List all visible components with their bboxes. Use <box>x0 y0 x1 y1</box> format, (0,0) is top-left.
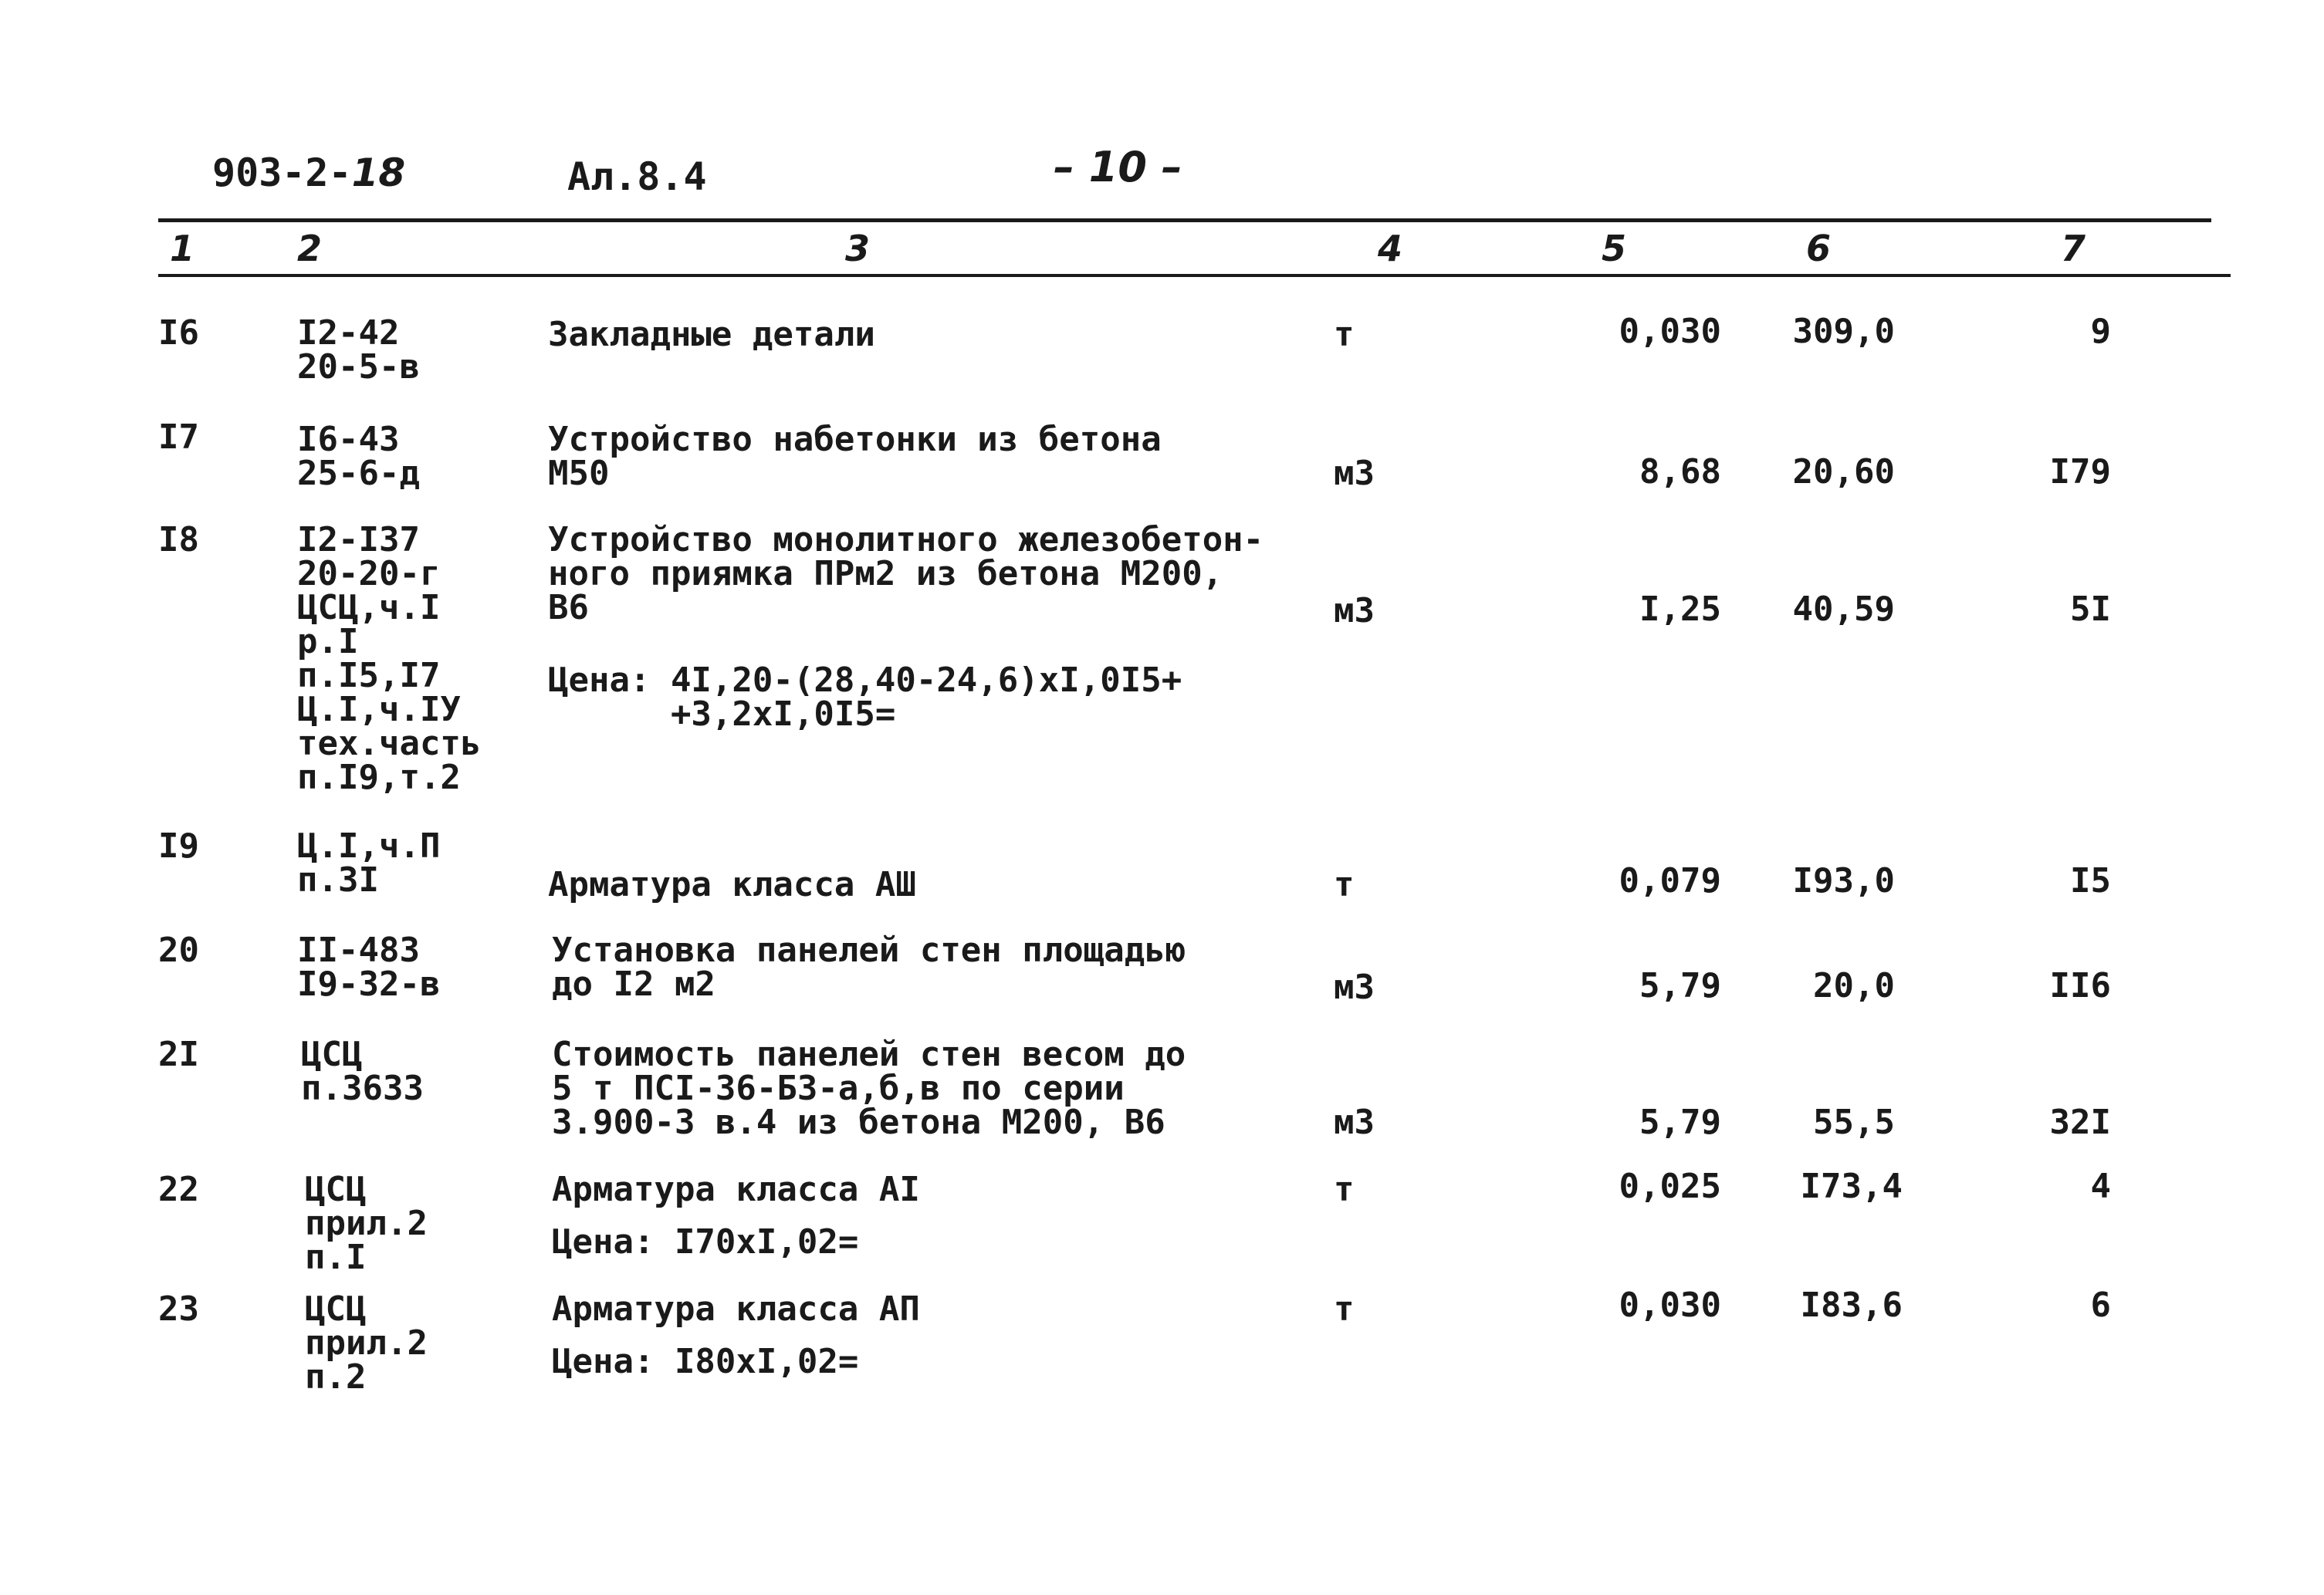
unit-price: I93,0 <box>1792 861 1895 901</box>
table-top-rule <box>158 218 2211 222</box>
work-description-line: Арматура класса АI <box>552 1170 920 1209</box>
total-cost: 32I <box>2049 1103 2111 1142</box>
row-number: I8 <box>158 520 199 559</box>
norm-reference-line: прил.2 <box>305 1323 428 1363</box>
unit: т <box>1334 315 1355 354</box>
unit-price: 40,59 <box>1792 590 1895 629</box>
norm-reference-line: п.I5,I7 <box>297 656 441 695</box>
column-number-6: 6 <box>1806 228 1832 269</box>
unit: т <box>1334 1289 1355 1329</box>
total-cost: 6 <box>2090 1286 2111 1325</box>
work-description-line: до I2 м2 <box>552 965 715 1004</box>
unit: м3 <box>1334 968 1375 1007</box>
column-number-5: 5 <box>1602 228 1627 269</box>
work-description-line: Закладные детали <box>548 315 875 354</box>
quantity: 0,079 <box>1619 861 1721 901</box>
column-number-7: 7 <box>2061 228 2086 269</box>
norm-reference-line: п.I <box>305 1238 367 1277</box>
unit: т <box>1334 1170 1355 1209</box>
quantity: 5,79 <box>1639 966 1721 1005</box>
work-description-line: Арматура класса АП <box>552 1289 920 1329</box>
project-code-hand: 18 <box>351 150 406 195</box>
quantity: 8,68 <box>1639 452 1721 492</box>
norm-reference-line: Ц.I,ч.П <box>297 826 441 866</box>
column-number-4: 4 <box>1378 228 1403 269</box>
row-number: 2I <box>158 1035 199 1074</box>
norm-reference-line: 25-6-д <box>297 454 420 493</box>
column-number-2: 2 <box>297 228 323 269</box>
norm-reference-line: п.2 <box>305 1357 367 1397</box>
unit-price: 55,5 <box>1813 1103 1895 1142</box>
quantity: I,25 <box>1639 590 1721 629</box>
price-calculation-line: Цена: I80хI,02= <box>552 1342 859 1381</box>
quantity: 0,030 <box>1619 312 1721 351</box>
total-cost: 5I <box>2070 590 2111 629</box>
column-number-3: 3 <box>845 228 871 269</box>
project-code <box>212 150 405 195</box>
work-description-line: 3.900-3 в.4 из бетона М200, В6 <box>552 1103 1165 1142</box>
unit: т <box>1334 865 1355 904</box>
work-description-line: В6 <box>548 588 589 627</box>
unit: м3 <box>1334 1103 1375 1142</box>
total-cost: I5 <box>2070 861 2111 901</box>
norm-reference-line: I9-32-в <box>297 965 441 1004</box>
work-description-line: 5 т ПСI-36-Б3-а,б,в по серии <box>552 1069 1125 1108</box>
price-calculation-line: Цена: 4I,20-(28,40-24,6)хI,0I5+ <box>548 661 1182 700</box>
norm-reference-line: п.3633 <box>301 1069 424 1108</box>
total-cost: II6 <box>2049 966 2111 1005</box>
norm-reference-line: п.3I <box>297 860 379 900</box>
total-cost: I79 <box>2049 452 2111 492</box>
work-description-line: Устройство набетонки из бетона <box>548 420 1162 459</box>
norm-reference-line: п.I9,т.2 <box>297 758 461 797</box>
work-description-line: Стоимость панелей стен весом до <box>552 1035 1186 1074</box>
row-number: I6 <box>158 313 199 353</box>
work-description-line: М50 <box>548 454 610 493</box>
total-cost: 9 <box>2090 312 2111 351</box>
unit-price: 20,60 <box>1792 452 1895 492</box>
price-calculation-line: Цена: I70хI,02= <box>552 1222 859 1262</box>
norm-reference-line: ЦСЦ <box>301 1035 363 1074</box>
unit-price: I83,6 <box>1800 1286 1903 1325</box>
total-cost: 4 <box>2090 1167 2111 1206</box>
norm-reference-line: Ц.I,ч.IУ <box>297 690 461 729</box>
table-header-rule <box>158 274 2231 277</box>
page-number: – 10 – <box>1054 143 1182 191</box>
unit-price: 20,0 <box>1813 966 1895 1005</box>
work-description-line: Устройство монолитного железобетон- <box>548 520 1264 559</box>
unit-price: 309,0 <box>1792 312 1895 351</box>
row-number: 23 <box>158 1289 199 1329</box>
row-number: 20 <box>158 931 199 970</box>
row-number: I7 <box>158 417 199 457</box>
norm-reference-line: 20-20-г <box>297 554 441 593</box>
work-description-line: Установка панелей стен площадью <box>552 931 1186 970</box>
norm-reference-line: I6-43 <box>297 420 400 459</box>
norm-reference-line: ЦСЦ <box>305 1289 367 1329</box>
row-number: 22 <box>158 1170 199 1209</box>
quantity: 5,79 <box>1639 1103 1721 1142</box>
norm-reference-line: II-483 <box>297 931 420 970</box>
unit: м3 <box>1334 591 1375 630</box>
work-description-line: ного приямка ПРм2 из бетона М200, <box>548 554 1223 593</box>
row-number: I9 <box>158 826 199 866</box>
unit: м3 <box>1334 454 1375 493</box>
norm-reference-line: тех.часть <box>297 724 482 763</box>
unit-price: I73,4 <box>1800 1167 1903 1206</box>
norm-reference-line: ЦСЦ <box>305 1170 367 1209</box>
norm-reference-line: прил.2 <box>305 1204 428 1243</box>
column-number-1: 1 <box>170 228 195 269</box>
quantity: 0,030 <box>1619 1286 1721 1325</box>
quantity: 0,025 <box>1619 1167 1721 1206</box>
album-number: Ал.8.4 <box>567 154 707 199</box>
project-code-prefix: 903-2- <box>212 150 352 195</box>
norm-reference-line: ЦСЦ,ч.I <box>297 588 441 627</box>
work-description-line: Арматура класса АШ <box>548 865 916 904</box>
norm-reference-line: I2-I37 <box>297 520 420 559</box>
norm-reference-line: I2-42 <box>297 313 400 353</box>
price-calculation-line: +3,2хI,0I5= <box>548 694 896 734</box>
norm-reference-line: 20-5-в <box>297 347 420 387</box>
norm-reference-line: р.I <box>297 622 359 661</box>
